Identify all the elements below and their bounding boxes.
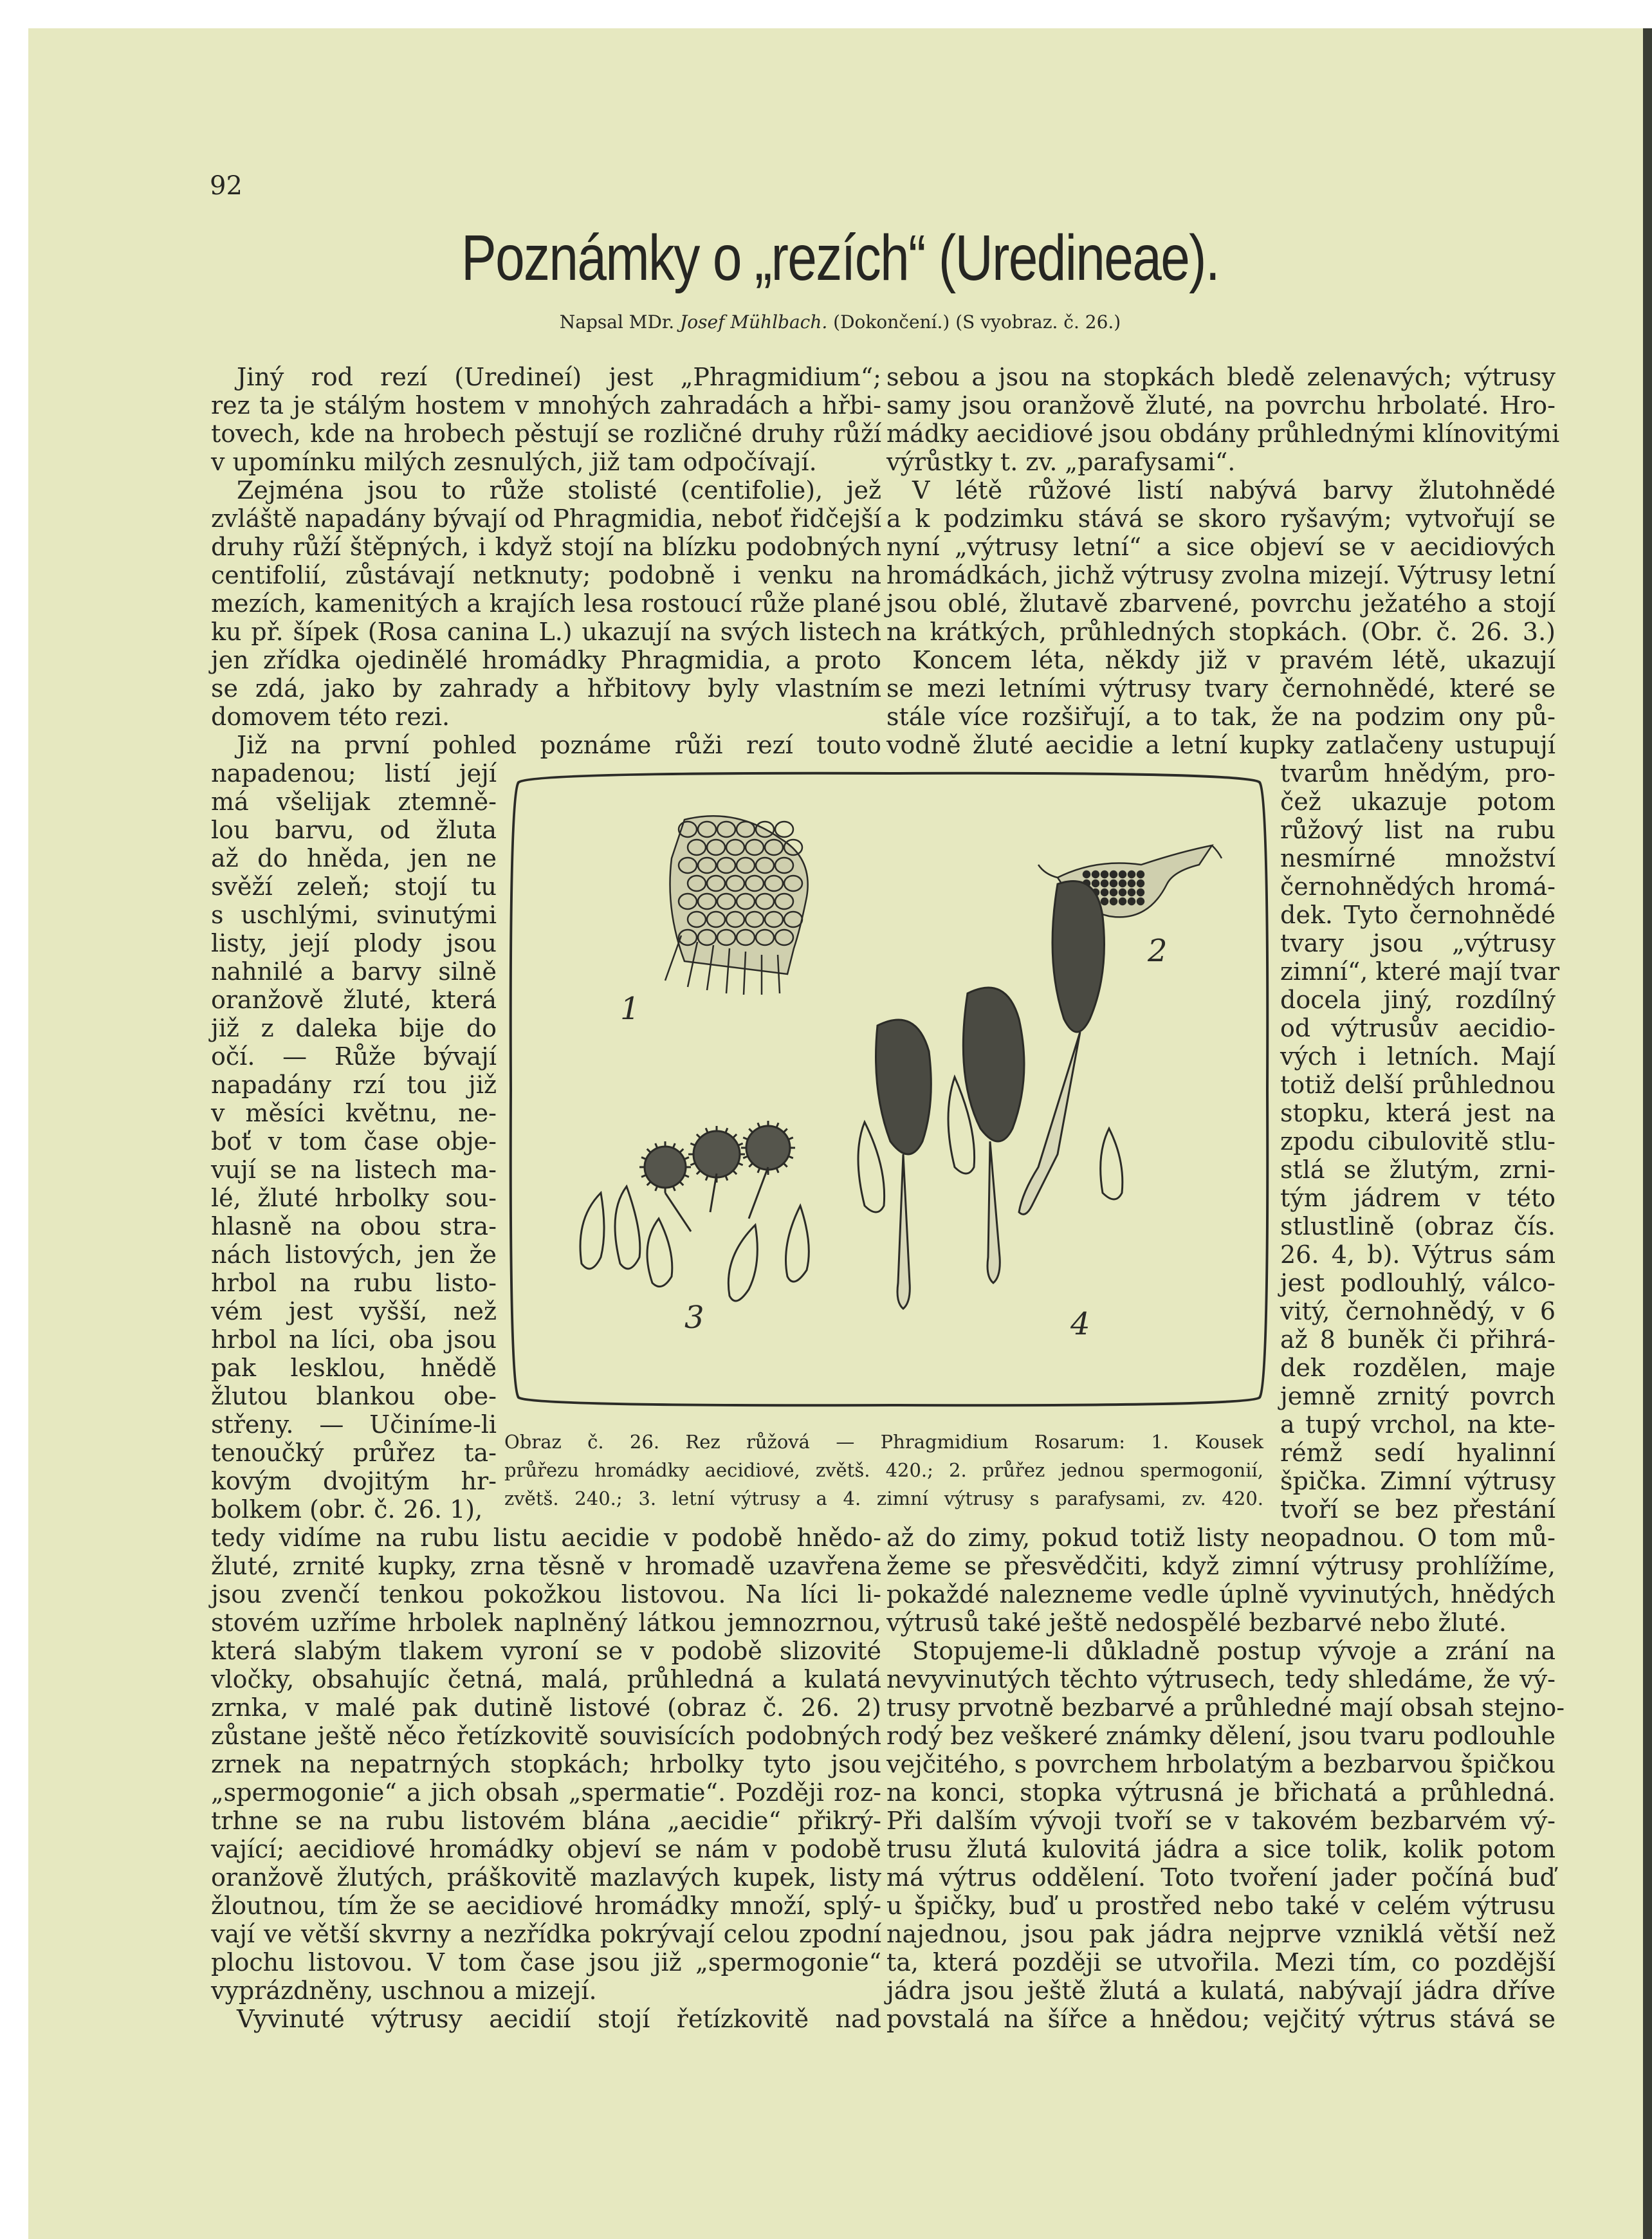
spermatium-dot xyxy=(1137,880,1144,887)
byline-suffix: (Dokončení.) (S vyobraz. č. 26.) xyxy=(833,311,1121,333)
spermatium-dot xyxy=(1137,898,1144,905)
spore-spike xyxy=(684,1157,689,1159)
spermatium-dot xyxy=(1128,880,1135,887)
text-line: napadenou; listí její xyxy=(211,759,497,788)
spore-spike xyxy=(697,1170,701,1174)
text-line: na konci, stopka výtrusná je břichatá a průhledná. xyxy=(886,1778,1556,1807)
summer-spore xyxy=(645,1147,686,1188)
spore-spike xyxy=(784,1129,787,1132)
text-line: vují se na listech ma- xyxy=(211,1156,497,1184)
caption-line: Obraz č. 26. Rez růžová — Phragmidium Rosarum: 1. Kousek xyxy=(504,1431,1263,1453)
text-line: jsou oblé, žlutavě zbarvené, povrchu ježatého a stojí xyxy=(886,589,1556,618)
text-line: dek. Tyto černohnědé xyxy=(1280,901,1556,929)
text-line: jemně zrnitý povrch xyxy=(1280,1382,1556,1410)
summer-spores-drawing xyxy=(580,1121,809,1301)
spore-spike xyxy=(743,1138,748,1139)
byline-prefix: Napsal MDr. xyxy=(559,311,675,333)
spore-spike xyxy=(690,1143,695,1145)
spermatium-dot xyxy=(1101,898,1108,905)
text-line: již z daleka bije do xyxy=(211,1014,497,1042)
text-line: samy jsou oranžově žluté, na povrchu hrbolaté. Hro- xyxy=(886,391,1556,419)
text-line: žlutou blankou obe- xyxy=(211,1382,497,1410)
text-line: mádky aecidiové jsou obdány průhlednými klínovitými xyxy=(886,419,1560,448)
text-line: v upomínku milých zesnulých, již tam odpočívají. xyxy=(211,448,817,476)
byline-author: Josef Mühlbach. xyxy=(680,311,828,333)
text-line: dek rozdělen, maje xyxy=(1280,1354,1556,1382)
text-line: očí. — Růže bývají xyxy=(211,1042,497,1071)
spore-spike xyxy=(706,1128,708,1132)
winter-spores-drawing xyxy=(858,881,1123,1309)
figure-label-2: 2 xyxy=(1148,933,1168,969)
spore-spike xyxy=(680,1182,684,1186)
spore-spike xyxy=(680,1149,684,1153)
text-line: lou barvu, od žluta xyxy=(211,816,497,844)
text-line: nách listových, jen že xyxy=(211,1240,497,1269)
text-line: a k podzimku stává se skoro ryšavým; vytvořují se xyxy=(886,504,1556,533)
text-line: černohnědých hromá- xyxy=(1280,872,1556,901)
text-line: oranžově žlutých, práškovitě mazlavých kupek, listy xyxy=(211,1863,881,1892)
spore-spike xyxy=(738,1143,742,1145)
text-line: Při dalším vývoji tvoří se v takovém bezbarvém vý- xyxy=(886,1807,1556,1835)
text-line: zrnek na nepatrných stopkách; hrbolky tyto jsou xyxy=(211,1750,881,1778)
text-line: bolkem (obr. č. 26. 1), xyxy=(211,1495,483,1524)
page xyxy=(28,28,1652,2239)
text-line: domovem této rezi. xyxy=(211,703,450,731)
summer-spore xyxy=(693,1131,740,1177)
text-line: napadány rzí tou již xyxy=(211,1071,497,1099)
spermatium-dot xyxy=(1101,880,1108,887)
spermatium-dot xyxy=(1137,889,1144,896)
spore-spike xyxy=(656,1186,657,1191)
spore-spike xyxy=(647,1149,651,1153)
text-line: Jiný rod rezí (Uredineí) jest „Phragmidium“; xyxy=(237,363,881,391)
figure-label-4: 4 xyxy=(1070,1306,1090,1342)
spermatium-dot xyxy=(1083,871,1090,878)
spore-spike xyxy=(733,1134,737,1138)
text-line: stále více rozšiřují, a to tak, že na podzim ony pů- xyxy=(886,703,1556,731)
text-line: s uschlými, svinutými xyxy=(211,901,497,929)
spore-spike xyxy=(647,1182,651,1186)
caption-line: průřezu hromádky aecidiové, zvětš. 420.; 2. průřez jednou spermogonií, xyxy=(504,1459,1263,1481)
spore-spike xyxy=(733,1170,737,1174)
spermatium-dot xyxy=(1119,889,1126,896)
caption-line: zvětš. 240.; 3. letní výtrusy a 4. zimní výtrusy s parafysami, zv. 420. xyxy=(504,1488,1263,1509)
text-line: žeme se přesvědčiti, když zimní výtrusy prohlížíme, xyxy=(886,1552,1556,1580)
spermatium-dot xyxy=(1128,898,1135,905)
spore-spike xyxy=(776,1168,778,1172)
text-line: rémž sedí hyalinní xyxy=(1280,1439,1556,1467)
text-line: Vyvinuté výtrusy aecidií stojí řetízkovitě nad xyxy=(237,2005,881,2033)
text-line: tvary jsou „výtrusy xyxy=(1280,929,1556,957)
text-line: a tupý vrchol, na kte- xyxy=(1280,1410,1556,1439)
text-line: vyprázdněny, uschnou a mizejí. xyxy=(211,1976,597,2005)
spore-spike xyxy=(758,1123,760,1127)
spore-spike xyxy=(749,1129,753,1132)
text-line: u špičky, buď u prostřed nebo také v celém výtrusu xyxy=(886,1892,1556,1920)
spermatium-dot xyxy=(1101,871,1108,878)
spore-spike xyxy=(684,1175,689,1177)
spore-spike xyxy=(673,1143,675,1148)
spermatium-dot xyxy=(1092,871,1099,878)
text-line: stlustlině (obraz čís. xyxy=(1280,1212,1556,1240)
text-line: tedy vidíme na rubu listu aecidie v podobě hnědo- xyxy=(211,1524,881,1552)
spermatium-dot xyxy=(1110,889,1117,896)
text-line: rez ta je stálým hostem v mnohých zahradách a hřbi- xyxy=(211,391,881,419)
text-line: se mezi letními výtrusy tvary černohnědé, které se xyxy=(886,674,1556,703)
text-line: vitý, černohnědý, v 6 xyxy=(1280,1297,1556,1325)
figure-26 xyxy=(504,768,1274,1415)
text-line: výtrusů také ještě nedospělé bezbarvé nebo žluté. xyxy=(886,1608,1507,1637)
text-line: střeny. — Učiníme-li xyxy=(211,1410,497,1439)
text-line: najednou, jsou pak jádra nejprve vzniklá větší než xyxy=(886,1920,1556,1948)
text-line: až 8 buněk či přihrá- xyxy=(1280,1325,1556,1354)
figure-label-3: 3 xyxy=(684,1300,704,1336)
text-line: sebou a jsou na stopkách bledě zelenavých; výtrusy xyxy=(886,363,1556,391)
text-line: až do zimy, pokud totiž listy neopadnou. O tom mů- xyxy=(886,1524,1556,1552)
text-line: jádra jsou ještě žlutá a kulatá, nabývají jádra dříve xyxy=(886,1976,1556,2005)
text-line: docela jiný, rozdílný xyxy=(1280,986,1556,1014)
spermatium-dot xyxy=(1119,898,1126,905)
text-line: Již na první pohled poznáme růži rezí touto xyxy=(237,731,881,759)
spermatium-dot xyxy=(1137,871,1144,878)
text-line: vodně žluté aecidie a letní kupky zatlačeny ustupují xyxy=(886,731,1556,759)
text-line: jest podlouhlý, válco- xyxy=(1280,1269,1556,1297)
summer-spore xyxy=(746,1126,790,1170)
text-line: trusu žlutá kulovitá jádra a sice tolik, kolik potom xyxy=(886,1835,1556,1863)
text-line: vají ve větší skvrny a nezřídka pokrývají celou zpodní xyxy=(211,1920,881,1948)
text-line: kovým dvojitým hr- xyxy=(211,1467,497,1495)
text-line: V létě růžové listí nabývá barvy žlutohnědé xyxy=(912,476,1556,504)
text-line: zimní“, které mají tvar xyxy=(1280,957,1560,986)
spermatium-dot xyxy=(1110,898,1117,905)
text-line: špička. Zimní výtrusy xyxy=(1280,1467,1556,1495)
page-number: 92 xyxy=(210,171,243,201)
text-line: žloutnou, tím že se aecidiové hromádky množí, splý- xyxy=(211,1892,881,1920)
text-line: vém jest vyšší, než xyxy=(211,1297,497,1325)
byline xyxy=(28,311,1652,333)
text-line: povstalá na šířce a hnědou; vejčitý výtrus stává se xyxy=(886,2005,1556,2033)
text-line: hlasně na obou stra- xyxy=(211,1212,497,1240)
spore-spike xyxy=(738,1163,742,1165)
figure-label-1: 1 xyxy=(620,991,640,1027)
text-line: totiž delší průhlednou xyxy=(1280,1071,1556,1099)
text-line: vých i letních. Mají xyxy=(1280,1042,1556,1071)
spore-spike xyxy=(706,1175,708,1180)
text-line: oranžově žluté, která xyxy=(211,986,497,1014)
text-line: jen zřídka ojedinělé hromádky Phragmidia, a proto xyxy=(211,646,881,674)
spermatium-dot xyxy=(1101,889,1108,896)
text-line: vající; aecidiové hromádky objeví se nám v podobě xyxy=(211,1835,881,1863)
spore-spike xyxy=(726,1128,728,1132)
spermatium-dot xyxy=(1110,871,1117,878)
spore-spike xyxy=(788,1156,793,1158)
spermatium-dot xyxy=(1092,880,1099,887)
text-line: nesmírné množství xyxy=(1280,844,1556,872)
text-line: plochu listovou. V tom čase jsou již „spermogonie“ xyxy=(211,1948,881,1976)
text-line: tvoří se bez přestání xyxy=(1280,1495,1556,1524)
spore-spike xyxy=(656,1143,657,1148)
text-line: hrbol na líci, oba jsou xyxy=(211,1325,497,1354)
text-line: trusy prvotně bezbarvé a průhledné mají obsah stejno- xyxy=(886,1693,1565,1722)
text-line: čež ukazuje potom xyxy=(1280,788,1556,816)
text-line: má výtrus oddělení. Toto tvoření jader počíná buď xyxy=(886,1863,1556,1892)
spore-spike xyxy=(690,1163,695,1165)
text-line: výrůstky t. zv. „parafysami“. xyxy=(886,448,1236,476)
text-line: 26. 4, b). Výtrus sám xyxy=(1280,1240,1556,1269)
text-line: Stopujeme-li důkladně postup vývoje a zrání na xyxy=(912,1637,1556,1665)
text-line: listy, její plody jsou xyxy=(211,929,497,957)
spermatium-dot xyxy=(1128,871,1135,878)
spore-spike xyxy=(673,1186,675,1191)
text-line: na krátkých, průhledných stopkách. (Obr. č. 26. 3.) xyxy=(886,618,1556,646)
article-title: Poznámky o „rezích“ (Uredineae). xyxy=(461,222,1219,294)
text-line: se zdá, jako by zahrady a hřbitovy byly vlastním xyxy=(211,674,881,703)
text-line: vejčitého, s povrchem hrbolatým a bezbarvou špičkou xyxy=(886,1750,1556,1778)
spore-spike xyxy=(784,1163,787,1167)
text-line: žluté, zrnité kupky, zrna těsně v hromadě uzavřena xyxy=(211,1552,881,1580)
text-line: Koncem léta, někdy již v pravém létě, ukazují xyxy=(912,646,1556,674)
spore-spike xyxy=(641,1175,646,1177)
text-line: má všelijak ztemně- xyxy=(211,788,497,816)
text-line: jsou zvenčí tenkou pokožkou listovou. Na líci li- xyxy=(211,1580,881,1608)
figure-illustration xyxy=(504,768,1274,1415)
spore-spike xyxy=(726,1175,728,1180)
text-line: Zejména jsou to růže stolisté (centifolie), jež xyxy=(237,476,881,504)
text-line: tým jádrem v této xyxy=(1280,1184,1556,1212)
spore-spike xyxy=(788,1138,793,1139)
text-line: rodý bez veškeré známky dělení, jsou tvaru podlouhle xyxy=(886,1722,1556,1750)
text-line: v měsíci květnu, ne- xyxy=(211,1099,497,1127)
spore-spike xyxy=(749,1163,753,1167)
text-line: ta, která později se utvořila. Mezi tím, co pozdější xyxy=(886,1948,1556,1976)
text-line: „spermogonie“ a jich obsah „spermatie“. Později roz- xyxy=(211,1778,881,1807)
text-line: vločky, obsahujíc četná, malá, průhledná a kulatá xyxy=(211,1665,881,1693)
text-line: stovém uzříme hrbolek naplněný látkou jemnozrnou, xyxy=(211,1608,881,1637)
spermatium-dot xyxy=(1110,880,1117,887)
aecidium-section-drawing xyxy=(665,816,808,995)
spore-spike xyxy=(776,1123,778,1127)
text-line: tovech, kde na hrobech pěstují se rozličné druhy růží xyxy=(211,419,881,448)
spore-spike xyxy=(743,1156,748,1158)
text-line: zůstane ještě něco řetízkovitě souvisících podobných xyxy=(211,1722,881,1750)
text-line: která slabým tlakem vyroní se v podobě slizovité xyxy=(211,1637,881,1665)
spore-spike xyxy=(697,1134,701,1138)
spermatium-dot xyxy=(1119,880,1126,887)
text-line: stlá se žlutým, zrni- xyxy=(1280,1156,1556,1184)
text-line: zpodu cibulovitě stlu- xyxy=(1280,1127,1556,1156)
text-line: ku př. šípek (Rosa canina L.) ukazují na svých listech xyxy=(211,618,881,646)
text-line: centifolií, zůstávají netknuty; podobně i venku na xyxy=(211,561,881,589)
text-line: růžový list na rubu xyxy=(1280,816,1556,844)
spermatium-dot xyxy=(1128,889,1135,896)
spore-spike xyxy=(758,1168,760,1172)
text-line: nahnilé a barvy silně xyxy=(211,957,497,986)
text-line: stopku, která jest na xyxy=(1280,1099,1556,1127)
text-line: tenoučký průřez ta- xyxy=(211,1439,497,1467)
text-line: hromádkách, jichž výtrusy zvolna mizejí. Výtrusy letní xyxy=(886,561,1556,589)
text-line: druhy růží štěpných, i když stojí na blízku podobných xyxy=(211,533,881,561)
text-line: od výtrusův aecidio- xyxy=(1280,1014,1556,1042)
text-line: lé, žluté hrbolky sou- xyxy=(211,1184,497,1212)
text-line: tvarům hnědým, pro- xyxy=(1280,759,1556,788)
text-line: nevyvinutých těchto výtrusech, tedy shledáme, že vý- xyxy=(886,1665,1556,1693)
text-line: pak lesklou, hnědě xyxy=(211,1354,497,1382)
text-line: mezích, kamenitých a krajích lesa rostoucí růže plané xyxy=(211,589,881,618)
page-edge-shadow xyxy=(1643,28,1652,2239)
text-line: zrnka, v malé pak dutině listové (obraz č. 26. 2) xyxy=(211,1693,881,1722)
text-line: boť v tom čase obje- xyxy=(211,1127,497,1156)
text-line: až do hněda, jen ne xyxy=(211,844,497,872)
text-line: pokaždé nalezneme vedle úplně vyvinutých, hnědých xyxy=(886,1580,1556,1608)
text-line: zvláště napadány bývají od Phragmidia, neboť řidčejší xyxy=(211,504,881,533)
text-line: trhne se na rubu listovém blána „aecidie“ přikrý- xyxy=(211,1807,881,1835)
text-line: hrbol na rubu listo- xyxy=(211,1269,497,1297)
text-line: svěží zeleň; stojí tu xyxy=(211,872,497,901)
spore-cell xyxy=(775,822,793,837)
spermatium-dot xyxy=(1119,871,1126,878)
text-line: nyní „výtrusy letní“ a sice objeví se v aecidiových xyxy=(886,533,1556,561)
spore-spike xyxy=(641,1157,646,1159)
